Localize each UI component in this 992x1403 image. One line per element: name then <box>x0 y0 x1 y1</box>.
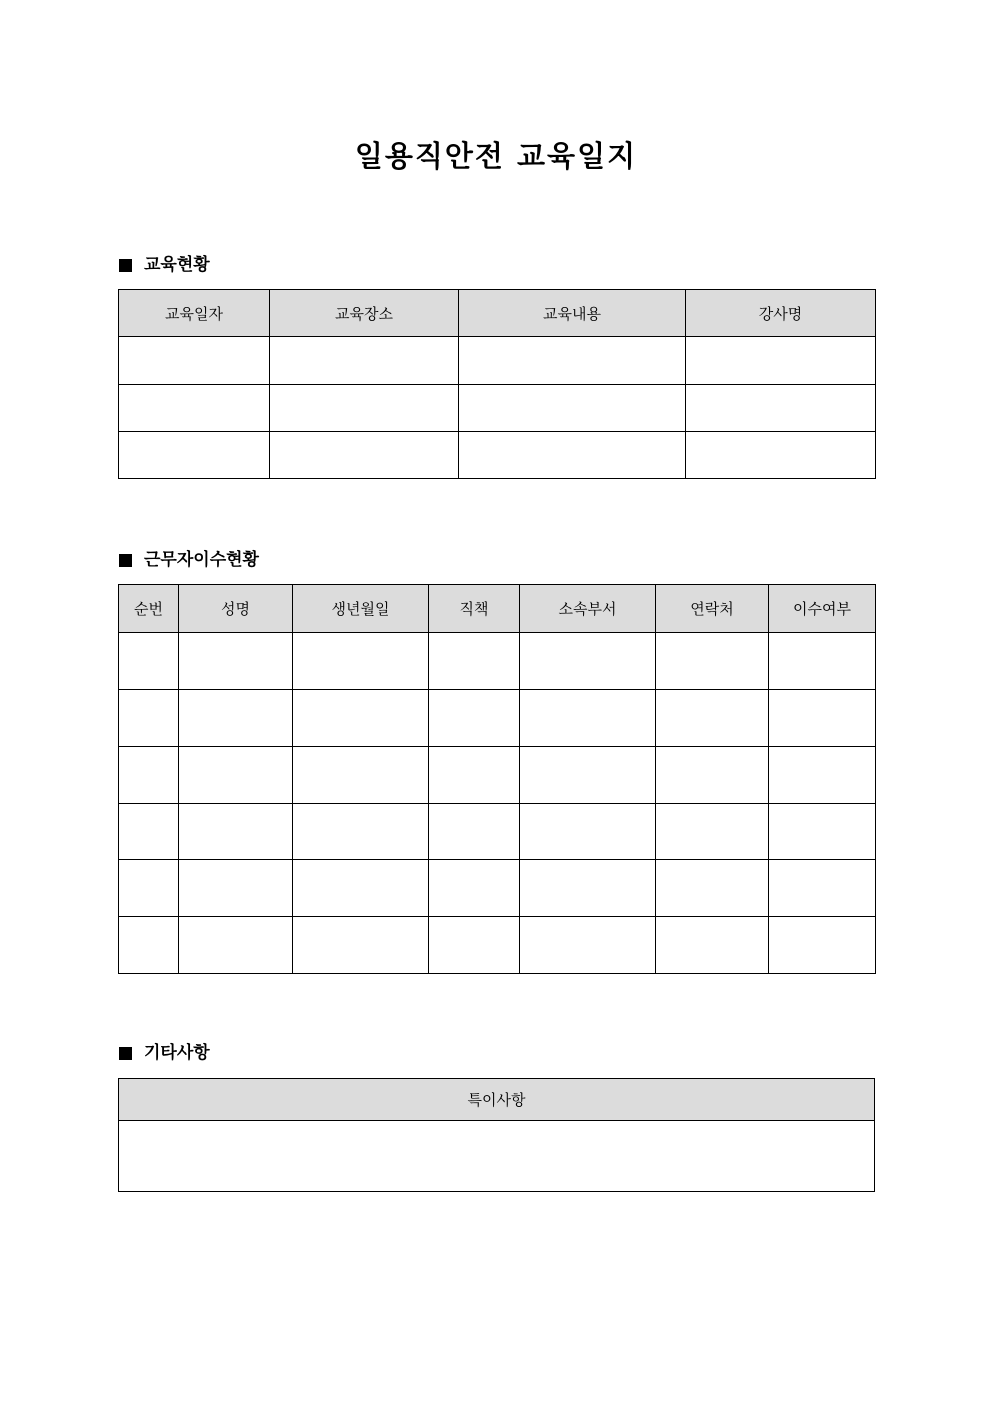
table-cell[interactable] <box>119 804 179 860</box>
table-row <box>119 385 876 432</box>
table-cell[interactable] <box>119 633 179 690</box>
table-cell[interactable] <box>656 804 769 860</box>
table-cell[interactable] <box>769 747 876 804</box>
table-cell[interactable] <box>769 917 876 974</box>
table-cell[interactable] <box>119 747 179 804</box>
column-header-name: 성명 <box>179 585 293 633</box>
square-bullet-icon <box>119 554 132 567</box>
table-row <box>119 690 876 747</box>
table-cell[interactable] <box>520 917 656 974</box>
table-row <box>119 337 876 385</box>
table-header-row <box>119 1079 875 1121</box>
table-cell[interactable] <box>459 385 686 432</box>
table-cell[interactable] <box>179 747 293 804</box>
table-cell[interactable] <box>429 633 520 690</box>
table-cell[interactable] <box>769 860 876 917</box>
section-heading-label: 교육현황 <box>144 255 210 275</box>
table-cell[interactable] <box>769 690 876 747</box>
section-heading-education-status <box>119 253 210 277</box>
worker-completion-table <box>118 584 876 974</box>
column-header-education-content: 교육내용 <box>459 290 686 337</box>
table-row <box>119 633 876 690</box>
table-cell[interactable] <box>656 633 769 690</box>
table-cell[interactable] <box>686 385 876 432</box>
table-cell[interactable] <box>520 690 656 747</box>
table-cell[interactable] <box>429 917 520 974</box>
table-cell[interactable] <box>179 633 293 690</box>
table-cell[interactable] <box>293 860 429 917</box>
table-cell[interactable] <box>293 804 429 860</box>
table-cell[interactable] <box>429 747 520 804</box>
section-heading-other-notes <box>119 1041 210 1065</box>
table-cell[interactable] <box>270 385 459 432</box>
table-cell[interactable] <box>656 917 769 974</box>
table-row <box>119 1121 875 1192</box>
table-header-row <box>119 585 876 633</box>
column-header-department: 소속부서 <box>520 585 656 633</box>
table-row <box>119 747 876 804</box>
table-cell[interactable] <box>293 690 429 747</box>
table-cell[interactable] <box>179 917 293 974</box>
table-cell[interactable] <box>179 804 293 860</box>
column-header-special-notes: 특이사항 <box>119 1079 875 1121</box>
table-cell[interactable] <box>293 633 429 690</box>
table-cell[interactable] <box>520 633 656 690</box>
table-row <box>119 917 876 974</box>
table-cell[interactable] <box>656 690 769 747</box>
table-row <box>119 860 876 917</box>
section-heading-label: 근무자이수현황 <box>144 550 259 570</box>
column-header-completion: 이수여부 <box>769 585 876 633</box>
table-row <box>119 432 876 479</box>
table-cell[interactable] <box>520 860 656 917</box>
column-header-instructor-name: 강사명 <box>686 290 876 337</box>
table-cell[interactable] <box>459 337 686 385</box>
column-header-sequence: 순번 <box>119 585 179 633</box>
column-header-education-date: 교육일자 <box>119 290 270 337</box>
table-cell[interactable] <box>119 385 270 432</box>
table-cell[interactable] <box>429 860 520 917</box>
table-cell[interactable] <box>769 804 876 860</box>
document-title: 일용직안전 교육일지 <box>354 139 638 173</box>
table-cell[interactable] <box>119 337 270 385</box>
table-cell[interactable] <box>656 860 769 917</box>
table-cell[interactable] <box>429 804 520 860</box>
section-heading-label: 기타사항 <box>144 1043 210 1063</box>
table-cell[interactable] <box>293 917 429 974</box>
section-heading-worker-completion <box>119 548 259 572</box>
table-cell[interactable] <box>119 917 179 974</box>
table-cell[interactable] <box>270 337 459 385</box>
special-notes-field[interactable] <box>119 1121 875 1192</box>
square-bullet-icon <box>119 1047 132 1060</box>
table-cell[interactable] <box>459 432 686 479</box>
column-header-education-place: 교육장소 <box>270 290 459 337</box>
column-header-contact: 연락처 <box>656 585 769 633</box>
table-cell[interactable] <box>179 860 293 917</box>
column-header-position: 직책 <box>429 585 520 633</box>
table-header-row <box>119 290 876 337</box>
table-cell[interactable] <box>119 860 179 917</box>
table-cell[interactable] <box>270 432 459 479</box>
table-cell[interactable] <box>686 432 876 479</box>
table-cell[interactable] <box>656 747 769 804</box>
table-cell[interactable] <box>293 747 429 804</box>
table-row <box>119 804 876 860</box>
square-bullet-icon <box>119 259 132 272</box>
education-status-table <box>118 289 876 479</box>
table-cell[interactable] <box>119 690 179 747</box>
table-cell[interactable] <box>520 804 656 860</box>
table-cell[interactable] <box>429 690 520 747</box>
table-cell[interactable] <box>686 337 876 385</box>
table-cell[interactable] <box>179 690 293 747</box>
table-cell[interactable] <box>119 432 270 479</box>
other-notes-table <box>118 1078 875 1192</box>
column-header-birth-date: 생년월일 <box>293 585 429 633</box>
table-cell[interactable] <box>769 633 876 690</box>
table-cell[interactable] <box>520 747 656 804</box>
